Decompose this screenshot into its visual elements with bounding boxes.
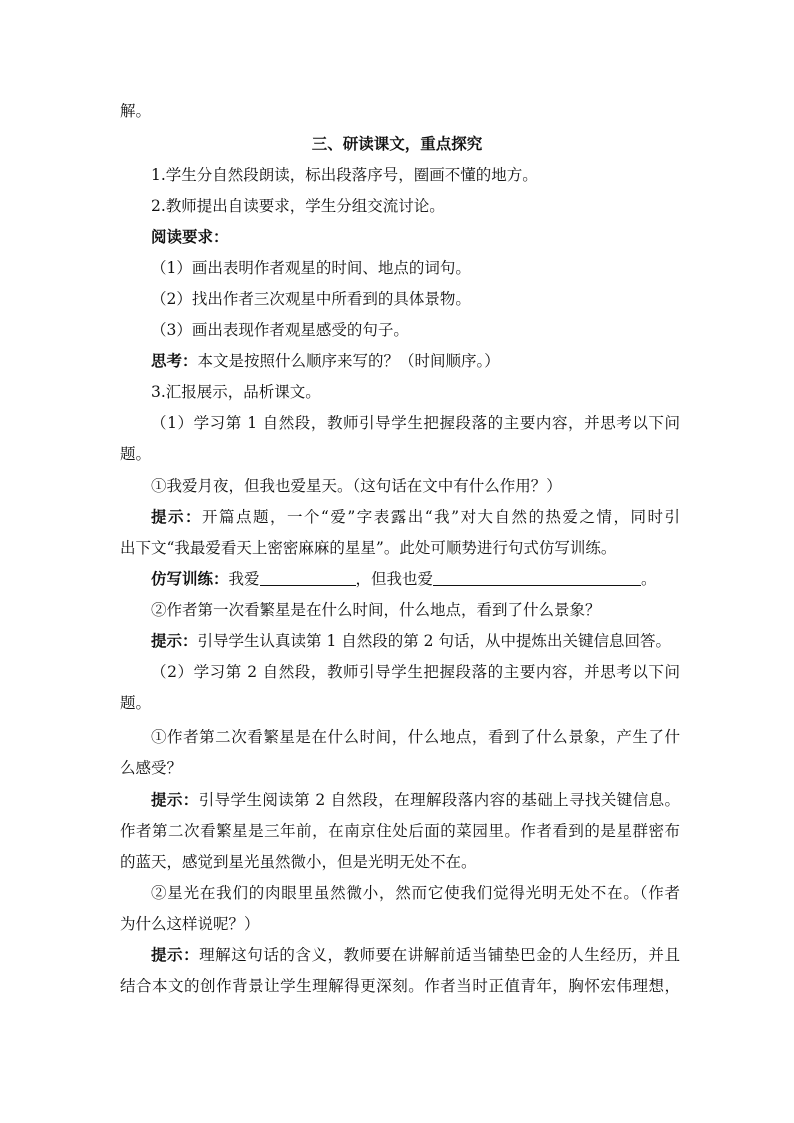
hint-text: 引导学生阅读第 2 自然段，在理解段落内容的基础上寻找关键信息。 [198,791,680,809]
hint-text: 开篇点题，一个“爱”字表露出“我”对大自然的热爱之情，同时引 [201,508,680,526]
think-text: 本文是按照什么顺序来写的？（时间顺序。） [197,352,500,370]
hint-label: 提示： [151,507,202,526]
text-line: 2.教师提出自读要求，学生分组交流讨论。 [151,197,445,215]
text-line: 作者第二次看繁星是三年前，在南京住处后面的菜园里。作者看到的是星群密布 [120,822,680,840]
text-line: ②星光在我们的肉眼里虽然微小，然而它使我们觉得光明无处不在。（作者 [151,884,680,902]
text-line: 3.汇报展示，品析课文。 [151,383,321,401]
reading-requirements-label: 阅读要求： [151,227,229,246]
text-line: （2）学习第 2 自然段，教师引导学生把握段落的主要内容，并思考以下问 [151,663,680,681]
text-line: 结合本文的创作背景让学生理解得更深刻。作者当时正值青年，胸怀宏伟理想， [120,977,680,995]
text-line: 题。 [120,445,152,463]
hint-line [151,631,680,651]
hint-label: 提示： [151,945,200,964]
hint-line [151,507,680,527]
hint-line [151,945,680,965]
text-line: 1.学生分自然段朗读，标出段落序号，圈画不懂的地方。 [151,166,538,184]
text-line: ①作者第二次看繁星是在什么时间，什么地点，看到了什么景象，产生了什 [151,728,680,746]
section-heading: 三、研读课文，重点探究 [311,134,483,153]
fill-blank-1[interactable] [260,571,356,586]
text-line: （1）学习第 1 自然段，教师引导学生把握段落的主要内容，并思考以下问 [151,414,680,432]
hint-text: 理解这句话的含义，教师要在讲解前适当铺垫巴金的人生经历，并且 [199,946,680,964]
text-line: 的蓝天，感觉到星光虽然微小，但是光明无处不在。 [120,853,477,871]
imitation-line [151,569,680,589]
imitation-text-b: ，但我也爱 [355,570,434,588]
text-line: 解。 [120,102,152,120]
text-line: 为什么这样说呢？） [120,915,260,933]
text-line: 题。 [120,694,152,712]
hint-label: 提示： [151,790,199,809]
text-line: （1）画出表明作者观星的时间、地点的词句。 [151,259,471,277]
text-line: 么感受？ [120,759,183,777]
text-line: ②作者第一次看繁星是在什么时间，什么地点，看到了什么景象？ [151,601,601,619]
fill-blank-2[interactable] [433,571,641,586]
text-line: ①我爱月夜，但我也爱星天。（这句话在文中有什么作用？） [151,477,562,495]
imitation-label: 仿写训练： [151,569,229,588]
hint-line [151,790,680,810]
imitation-text-c: 。 [641,570,657,588]
think-line [151,351,680,371]
hint-label: 提示： [151,631,198,650]
text-line: （2）找出作者三次观星中所看到的具体景物。 [151,290,471,308]
hint-text: 引导学生认真读第 1 自然段的第 2 句话，从中提炼出关键信息回答。 [197,632,671,650]
think-label: 思考： [151,351,198,370]
imitation-text-a: 我爱 [228,570,260,588]
text-line: （3）画出表现作者观星感受的句子。 [151,321,409,339]
text-line: 出下文“我最爱看天上密密麻麻的星星”。此处可顺势进行句式仿写训练。 [120,539,617,557]
